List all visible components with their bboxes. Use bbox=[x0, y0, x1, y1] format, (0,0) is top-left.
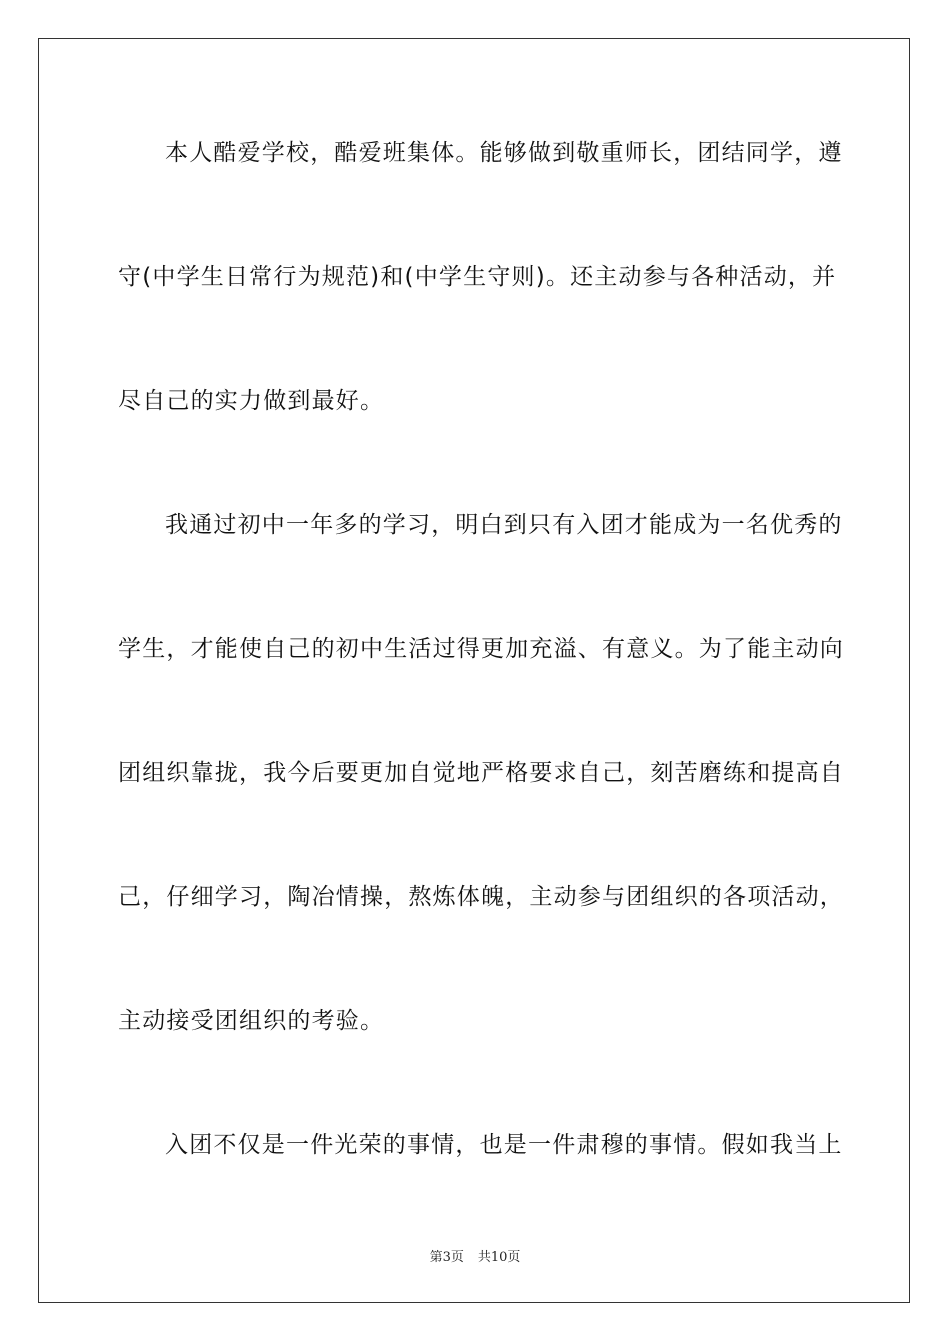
paragraph-1-line-3: 尽自己的实力做到最好。 bbox=[118, 388, 385, 414]
paragraph-3-line-1: 入团不仅是一件光荣的事情，也是一件肃穆的事情。假如我当上 bbox=[165, 1132, 843, 1158]
paragraph-2-line-3: 团组织靠拢，我今后要更加自觉地严格要求自己，刻苦磨练和提高自 bbox=[118, 760, 844, 786]
paragraph-2-line-5: 主动接受团组织的考验。 bbox=[118, 1008, 385, 1034]
page-number: 第3页 bbox=[429, 1250, 464, 1265]
page-total: 共10页 bbox=[477, 1250, 521, 1265]
paragraph-2-line-2: 学生，才能使自己的初中生活过得更加充溢、有意义。为了能主动向 bbox=[118, 636, 844, 662]
paragraph-2-line-1: 我通过初中一年多的学习，明白到只有入团才能成为一名优秀的 bbox=[165, 512, 843, 538]
paragraph-1-line-2: 守(中学生日常行为规范)和(中学生守则)。还主动参与各种活动，并 bbox=[118, 264, 837, 290]
page-border bbox=[38, 38, 910, 1303]
paragraph-1-line-1: 本人酷爱学校，酷爱班集体。能够做到敬重师长，团结同学，遵 bbox=[165, 140, 843, 166]
page-footer bbox=[0, 1246, 950, 1265]
paragraph-2-line-4: 己，仔细学习，陶冶情操，熬炼体魄，主动参与团组织的各项活动， bbox=[118, 884, 844, 910]
